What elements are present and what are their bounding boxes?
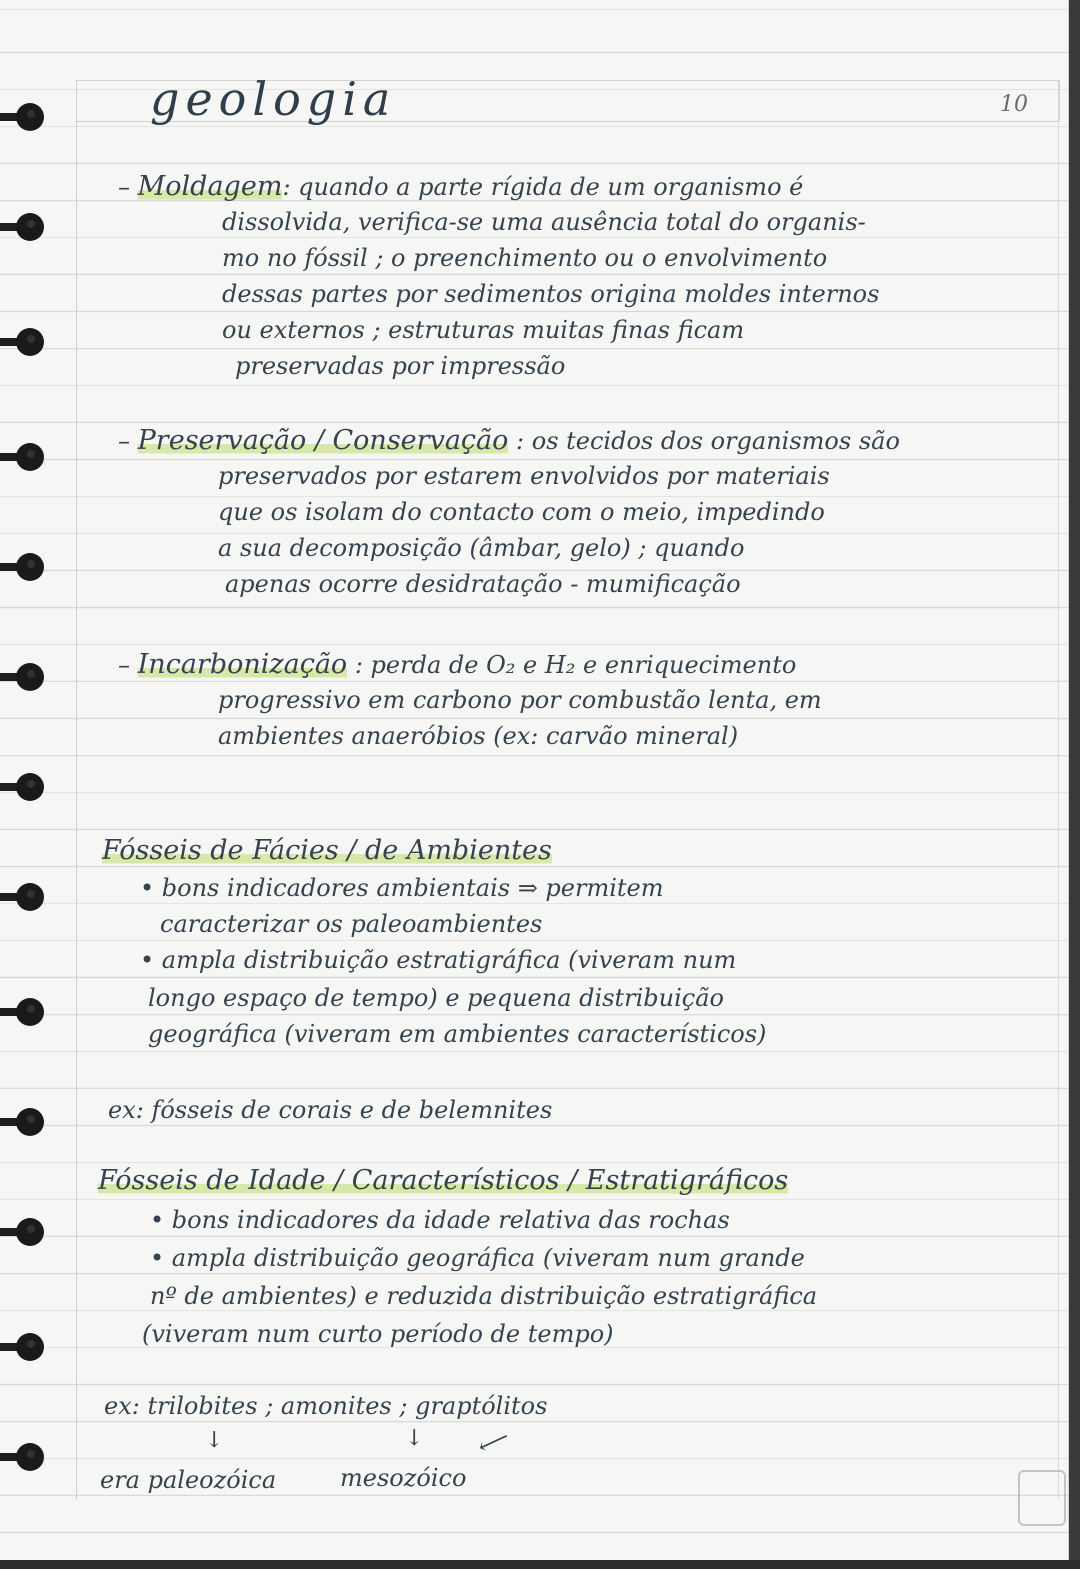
- incarbonizacao-line-1: – Incarbonização : perda de O₂ e H₂ e enriquecimento: [118, 649, 797, 680]
- facies-line-1: • bons indicadores ambientais ⇒ permitem: [140, 874, 664, 902]
- idade-line-4: (viveram num curto período de tempo): [142, 1320, 614, 1348]
- facies-line-3: • ampla distribuição estratigráfica (viveram num: [140, 946, 737, 974]
- page-number: 10: [1000, 92, 1028, 117]
- arrow-left-icon: ⟵: [474, 1424, 514, 1461]
- facies-example: ex: fósseis de corais e de belemnites: [108, 1096, 553, 1124]
- moldagem-line-2: dissolvida, verifica-se uma ausência total do organis-: [222, 208, 866, 236]
- moldagem-line-3: mo no fóssil ; o preenchimento ou o envolvimento: [222, 244, 828, 272]
- idade-line-2: • ampla distribuição geográfica (viveram num grande: [150, 1244, 805, 1272]
- margin-line: [76, 80, 77, 1500]
- binder-ring-icon: [0, 440, 44, 474]
- page-title: geologia: [150, 72, 397, 126]
- facies-line-2: caracterizar os paleoambientes: [160, 910, 543, 938]
- arrow-down-icon: ↓: [405, 1426, 424, 1451]
- preservacao-line-2: preservados por estarem envolvidos por materiais: [218, 462, 830, 490]
- fosseis-facies-heading: Fósseis de Fácies / de Ambientes: [102, 835, 552, 866]
- era-paleozoica: era paleozóica: [100, 1466, 277, 1494]
- binder-ring-icon: [0, 1215, 44, 1249]
- binder-ring-icon: [0, 210, 44, 244]
- brand-stamp-icon: [1018, 1470, 1066, 1526]
- facies-line-5: geográfica (viveram em ambientes característicos): [148, 1020, 767, 1048]
- binder-ring-icon: [0, 550, 44, 584]
- idade-line-3: nº de ambientes) e reduzida distribuição estratigráfica: [150, 1282, 818, 1310]
- moldagem-line-4: dessas partes por sedimentos origina moldes internos: [222, 280, 880, 308]
- preservacao-line-3: que os isolam do contacto com o meio, impedindo: [218, 498, 825, 526]
- binder-ring-icon: [0, 770, 44, 804]
- binder-ring-icon: [0, 1105, 44, 1139]
- arrow-down-icon: ↓: [205, 1428, 224, 1453]
- idade-example: ex: trilobites ; amonites ; graptólitos: [104, 1392, 548, 1420]
- fosseis-idade-heading: Fósseis de Idade / Característicos / Estratigráficos: [98, 1165, 789, 1196]
- incarbonizacao-term: Incarbonização: [137, 649, 348, 680]
- desk-background: [0, 1560, 1080, 1569]
- binder-ring-icon: [0, 995, 44, 1029]
- incarbonizacao-line-2: progressivo em carbono por combustão lenta, em: [218, 686, 822, 714]
- preservacao-term: Preservação / Conservação: [137, 425, 509, 456]
- era-mesozoico: mesozóico: [340, 1464, 467, 1492]
- moldagem-line-1: – Moldagem: quando a parte rígida de um organismo é: [118, 171, 804, 202]
- moldagem-term: Moldagem: [137, 171, 283, 202]
- binder-ring-icon: [0, 325, 44, 359]
- incarbonizacao-line-3: ambientes anaeróbios (ex: carvão mineral): [218, 722, 739, 750]
- preservacao-line-1: – Preservação / Conservação : os tecidos dos organismos são: [118, 425, 900, 456]
- preservacao-line-4: a sua decomposição (âmbar, gelo) ; quando: [218, 534, 745, 562]
- binder-ring-icon: [0, 660, 44, 694]
- binder-ring-icon: [0, 1330, 44, 1364]
- binder-ring-icon: [0, 880, 44, 914]
- facies-line-4: longo espaço de tempo) e pequena distribuição: [148, 984, 724, 1012]
- right-margin-line: [1058, 80, 1059, 1500]
- moldagem-line-6: preservadas por impressão: [235, 352, 566, 380]
- idade-line-1: • bons indicadores da idade relativa das rochas: [150, 1206, 730, 1234]
- binder-ring-icon: [0, 100, 44, 134]
- binder-ring-icon: [0, 1440, 44, 1474]
- moldagem-line-5: ou externos ; estruturas muitas finas ficam: [222, 316, 745, 344]
- preservacao-line-5: apenas ocorre desidratação - mumificação: [225, 570, 741, 598]
